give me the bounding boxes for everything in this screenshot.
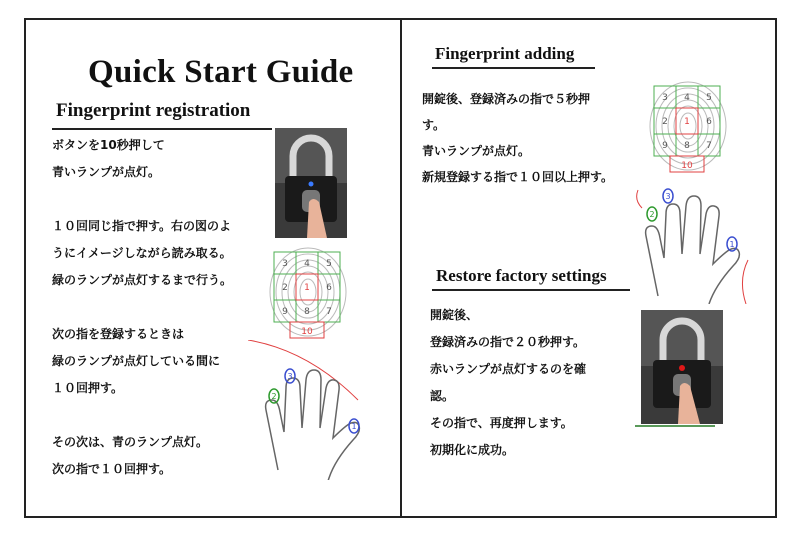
- restore-text: [430, 302, 586, 464]
- text-line: １０回同じ指で押す。右の図のよ: [52, 219, 232, 233]
- heading-rule: [432, 67, 595, 69]
- text-line: 新規登録する指で１０回以上押す。: [422, 170, 614, 184]
- green-underline: [635, 425, 715, 427]
- text-line: [52, 294, 232, 321]
- text-line: [52, 402, 232, 429]
- svg-text:1: 1: [351, 422, 357, 431]
- text-line: ボタンを10秒押して: [52, 138, 165, 152]
- text-line: １０回押す。: [52, 381, 124, 395]
- grid-number: 5: [326, 259, 332, 269]
- grid-number: 8: [684, 141, 690, 151]
- text-line: す。: [422, 118, 446, 132]
- text-line: 赤いランプが点灯するのを確: [430, 362, 587, 376]
- text-line: その指で、再度押します。: [430, 416, 573, 430]
- svg-text:2: 2: [271, 392, 277, 401]
- registration-text: [52, 132, 232, 483]
- grid-number: 5: [706, 93, 712, 103]
- heading-rule: [432, 289, 630, 291]
- grid-number: 4: [684, 93, 690, 103]
- grid-number: 1: [304, 283, 310, 293]
- grid-number: 10: [301, 327, 313, 337]
- padlock-red-photo: [641, 310, 723, 424]
- grid-number: 7: [326, 307, 332, 317]
- adding-text: [422, 86, 613, 190]
- text-line: その次は、青のランプ点灯。: [52, 435, 209, 449]
- text-line: 認。: [430, 389, 455, 403]
- svg-text:3: 3: [287, 372, 293, 381]
- fingerprint-grid-diagram-right: [646, 80, 730, 178]
- grid-number: 3: [662, 93, 668, 103]
- grid-number: 7: [706, 141, 712, 151]
- heading-registration: Fingerprint registration: [56, 100, 251, 121]
- text-line: 登録済みの指で２０秒押す。: [430, 335, 586, 349]
- grid-number: 3: [282, 259, 288, 269]
- text-line: うにイメージしながら読み取る。: [52, 246, 232, 260]
- heading-rule: [52, 128, 272, 130]
- text-line: 青いランプが点灯。: [422, 144, 531, 158]
- grid-number: 9: [282, 307, 288, 317]
- padlock-blue-photo: [275, 128, 347, 238]
- text-line: 緑のランプが点灯している間に: [52, 354, 221, 368]
- grid-number: 6: [706, 117, 712, 127]
- grid-number: 4: [304, 259, 310, 269]
- page-title: Quick Start Guide: [88, 54, 354, 90]
- grid-number: 8: [304, 307, 310, 317]
- red-led-icon: [679, 365, 685, 371]
- text-line: 次の指を登録するときは: [52, 327, 185, 341]
- text-line: 青いランプが点灯。: [52, 165, 161, 179]
- svg-text:2: 2: [649, 210, 655, 219]
- svg-text:3: 3: [665, 192, 671, 201]
- grid-number: 2: [282, 283, 288, 293]
- grid-number: 2: [662, 117, 668, 127]
- heading-restore: Restore factory settings: [436, 266, 607, 285]
- hand-diagram: [248, 340, 376, 480]
- grid-number: 9: [662, 141, 668, 151]
- center-divider: [400, 18, 402, 518]
- heading-adding: Fingerprint adding: [435, 44, 575, 63]
- text-line: 開錠後、登録済みの指で５秒押: [422, 92, 591, 106]
- grid-number: 6: [326, 283, 332, 293]
- text-line: 開錠後、: [430, 308, 479, 322]
- svg-text:1: 1: [729, 240, 735, 249]
- text-line: 初期化に成功。: [430, 443, 515, 457]
- fingerprint-grid-diagram: [266, 246, 350, 344]
- text-line: [52, 186, 232, 213]
- blue-led-icon: [309, 182, 314, 187]
- grid-number: 10: [681, 161, 693, 171]
- grid-number: 1: [684, 117, 690, 127]
- text-line: 次の指で１０回押す。: [52, 462, 172, 476]
- text-line: 緑のランプが点灯するまで行う。: [52, 273, 233, 287]
- hand-diagram-right: [628, 176, 756, 304]
